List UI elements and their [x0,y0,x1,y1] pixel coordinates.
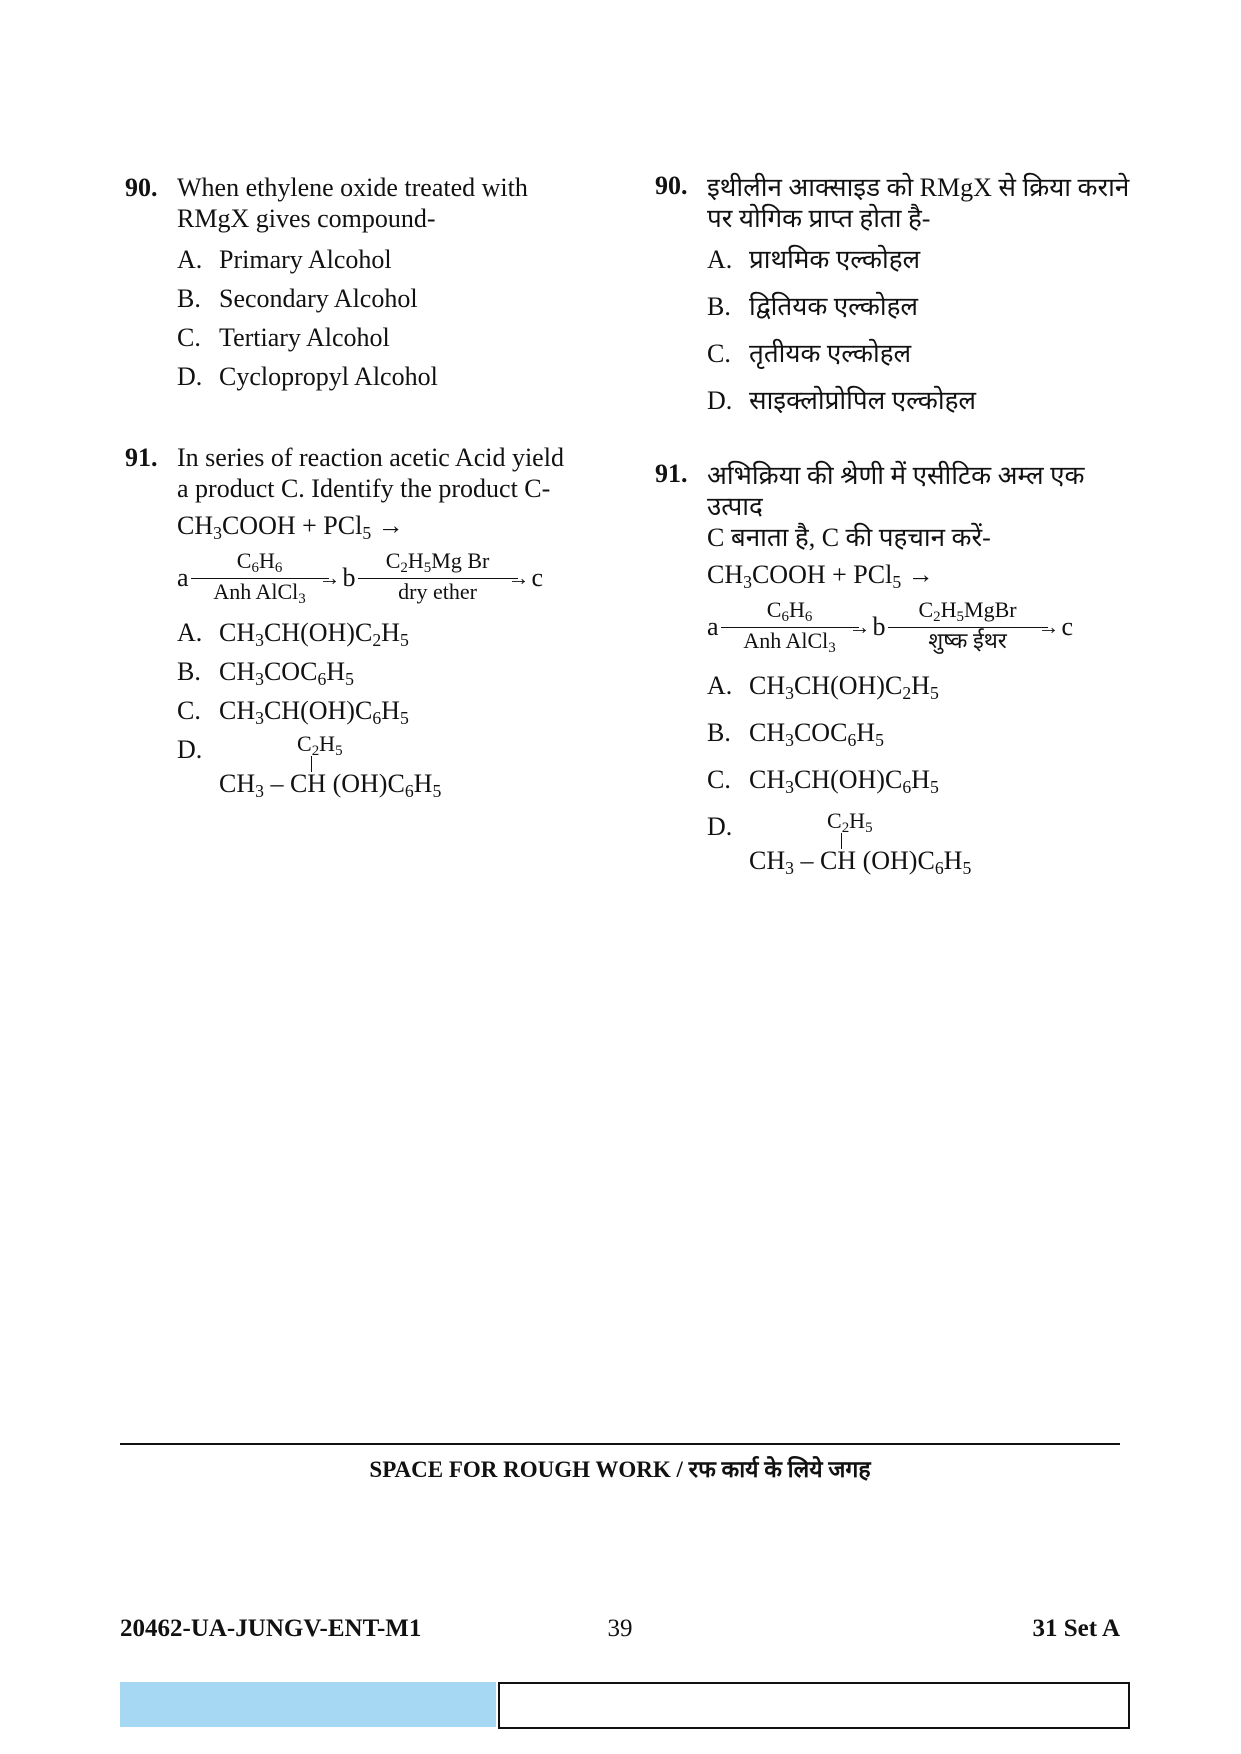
question-number: 90. [125,173,158,202]
question-91-en [125,442,625,804]
question-stem: In series of reaction acetic Acid yield a product C. Identify the product C- [177,443,564,503]
reaction-arrow-1: $C_6H_6$ → Anh AlCl$_3$ [191,547,341,607]
page-footer [120,1615,1120,1645]
option-a: A. $CH_3CH(OH)C_2H_5$ [707,671,939,703]
option-b: B. $CH_3COC_6H_5$ [177,657,354,689]
option-c: C. $CH_3CH(OH)C_6H_5$ [177,696,409,728]
options [707,670,1135,878]
rough-work-divider [120,1443,1120,1445]
options [707,244,1135,432]
question-stem: When ethylene oxide treated with RMgX gives compound- [177,173,528,233]
page-number: 39 [607,1615,633,1642]
reaction-arrow-2: $C_2H_5MgBr$ → शुष्क ईथर [888,596,1060,656]
option-a: A. Primary Alcohol [177,245,392,274]
rough-work-heading: SPACE FOR ROUGH WORK / रफ कार्य के लिये जगह [369,1457,871,1482]
option-d: D. $C_2H_5$ $CH_3$ – CH $(OH)C_6H_5$ [707,811,1135,858]
options [177,244,625,400]
question-91-hi [655,459,1135,878]
option-a: A. प्राथमिक एल्कोहल [707,245,921,274]
question-90-hi [655,172,1135,432]
option-b: B. Secondary Alcohol [177,284,418,313]
footer-box [498,1682,1130,1729]
reaction-scheme: a $C_6H_6$ → Anh AlCl$_3$ b $C_2H_5Mg$ Br → dry ether c [177,548,544,608]
hindi-column [655,171,1135,878]
question-number: 91. [655,459,688,488]
option-c: C. $CH_3CH(OH)C_6H_5$ [707,765,939,797]
option-d: D. Cyclopropyl Alcohol [177,362,438,391]
reaction-formula: $CH_3COOH + PCl_5$ → [707,560,934,592]
paper-code: 20462-UA-JUNGV-ENT-M1 [120,1615,422,1642]
reaction-scheme: a $C_6H_6$ → Anh AlCl$_3$ b $C_2H_5MgBr$ → शुष्क ईथर c [707,597,1074,657]
question-stem: अभिक्रिया की श्रेणी में एसीटिक अम्ल एक उत्पाद C बनाता है, C की पहचान करें- [707,461,1085,552]
option-c: C. तृतीयक एल्कोहल [707,339,912,368]
question-stem: इथीलीन आक्साइड को RMgX से क्रिया कराने पर योगिक प्राप्त होता है- [707,173,1130,233]
option-b: B. $CH_3COC_6H_5$ [707,718,884,750]
option-c: C. Tertiary Alcohol [177,323,390,352]
option-b: B. द्वितियक एल्कोहल [707,292,919,321]
reaction-arrow-1: $C_6H_6$ → Anh AlCl$_3$ [721,596,871,656]
question-number: 91. [125,443,158,472]
structure-formula: $C_2H_5$ $CH_3$ – CH $(OH)C_6H_5$ [219,731,442,801]
footer-color-bar [120,1682,496,1727]
english-column [125,172,625,804]
reaction-arrow-2: $C_2H_5Mg$ Br → dry ether [358,547,530,607]
question-number: 90. [655,171,688,200]
option-a: A. $CH_3CH(OH)C_2H_5$ [177,618,409,650]
reaction-formula: $CH_3COOH + PCl_5$ → [177,511,404,543]
option-d: D. साइक्लोप्रोपिल एल्कोहल [707,386,977,415]
options [177,617,625,804]
set-label: 31 Set A [1032,1615,1120,1642]
option-d: D. $C_2H_5$ $CH_3$ – CH $(OH)C_6H_5$ [177,734,625,804]
structure-formula: $C_2H_5$ $CH_3$ – CH $(OH)C_6H_5$ [749,808,972,878]
question-90-en [125,172,625,400]
